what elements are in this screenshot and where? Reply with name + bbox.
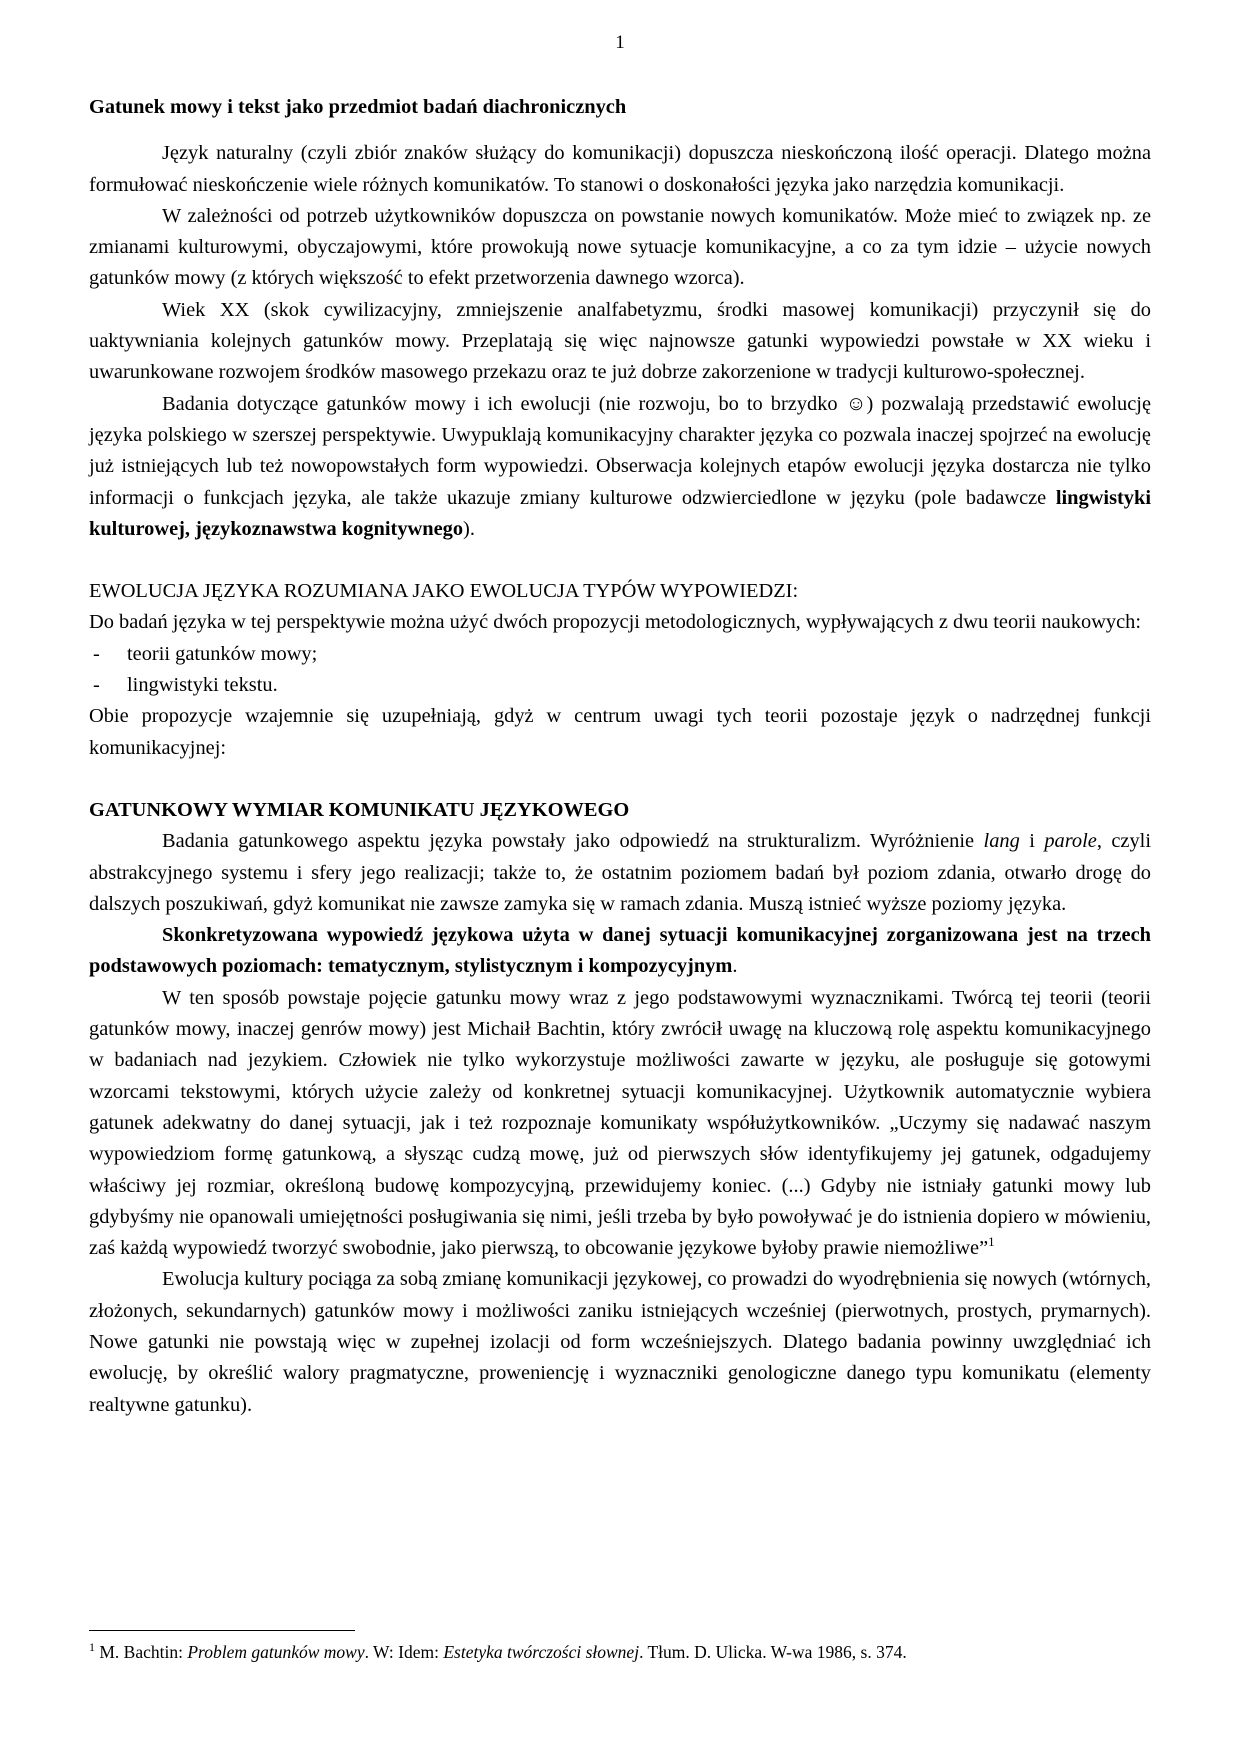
gatunkowy-p1-b: i [1019,830,1045,853]
list-item [89,639,1151,670]
footnote-divider [89,1630,355,1631]
footnote-text-b: . W: Idem: [364,1642,444,1662]
gatunkowy-p3-text: W ten sposób powstaje pojęcie gatunku mowy wraz z jego podstawowymi wyznacznikami. Twórcą tej teorii (teorii gatunków mowy, inaczej genrów mowy) jest Michaił Bachtin, który zwrócił uwagę na kluczową rolę aspektu komunikacyjnego w badaniach nad jezykiem. Człowiek nie tylko wykorzystuje możliwości zawarte w języku, ale posługuje się gotowymi wzorcami tekstowymi, których użycie zależy od konkretnej sytuacji komunikacyjnej. Użytkownik automatycznie wybiera gatunek adekwatny do danej sytuacji, jak i też rozpoznaje komunikaty współużytkowników. „Uczymy się nadawać naszym wypowiedziom formę gatunkową, a słysząc cudzą mowę, już od pierwszych słów identyfikujemy jej gatunek, odgadujemy właściwy jej rozmiar, określoną budowę kompozycyjną, przewidujemy koniec. (...) Gdyby nie istniały gatunki mowy lub gdybyśmy nie opanowali umiejętności posługiwania się nimi, jeśli trzeba by było powoływać je do istnienia dopiero w mówieniu, zaś każdą wypowiedź tworzyć swobodnie, jako pierwszą, to obcowanie językowe byłoby prawie niemożliwe” [89,986,1151,1260]
footnote-reference: 1 [988,1234,995,1250]
document-body [89,92,1151,1421]
document-title: Gatunek mowy i tekst jako przedmiot badań diachronicznych [89,96,627,118]
gatunkowy-p2-end: . [732,955,738,978]
list-item-text: lingwistyki tekstu. [127,674,278,697]
gatunkowy-paragraph-3 [89,983,1151,1265]
gatunkowy-heading: GATUNKOWY WYMIAR KOMUNIKATU JĘZYKOWEGO [89,798,630,821]
list-dash: - [93,642,100,665]
ewolucja-lead: Do badań języka w tej perspektywie można użyć dwóch propozycji metodologicznych, wypływających z dwu teorii naukowych: [89,611,1142,634]
term-parole: parole [1044,830,1097,853]
intro-paragraph-1: Język naturalny (czyli zbiór znaków służący do komunikacji) dopuszcza nieskończoną ilość operacji. Dlatego można formułować nieskończenie wiele różnych komunikatów. To stanowi o doskonałości języka jako narzędzia komunikacji. [89,142,1151,196]
gatunkowy-p1-c: , czyli abstrakcyjnego systemu i sfery jego realizacji; także to, że ostatnim poziomem badań był poziom zdania, otwarło drogę do dalszych poszukiwań, gdyż komunikat nie zawsze zamyka się w ramach zdania. Muszą istnieć wyższe poziomy języka. [89,830,1151,915]
footnote [89,1640,1151,1664]
gatunkowy-paragraph-2 [89,920,1151,983]
intro-p4-bold-terms: lingwistyki kulturowej, językoznawstwa kognitywnego [89,486,1151,540]
intro-p4-end: ). [463,517,475,540]
intro-paragraph-3: Wiek XX (skok cywilizacyjny, zmniejszenie analfabetyzmu, środki masowej komunikacji) przyczynił się do uaktywniania kolejnych gatunków mowy. Przeplatają się więc najnowsze gatunki wypowiedzi powstałe w XX wieku i uwarunkowane rozwojem środków masowego przekazu oraz te już dobrze zakorzenione w tradycji kulturowo-społecznej. [89,298,1151,384]
gatunkowy-paragraph-1 [89,826,1151,920]
footnote-mark: 1 [89,1640,95,1655]
ewolucja-after: Obie propozycje wzajemnie się uzupełniają, gdyż w centrum uwagi tych teorii pozostaje język o nadrzędnej funkcji komunikacyjnej: [89,705,1151,759]
intro-p4-mid: ) pozwalają przedstawić ewolucję języka polskiego w szerszej perspektywie. Uwypuklają komunikacyjny charakter języka co pozwala inaczej spojrzeć na ewolucję już istniejących lub też nowopowstałych form wypowiedzi. Obserwacja kolejnych etapów ewolucji języka dostarcza nie tylko informacji o funkcjach języka, ale także ukazuje zmiany kulturowe odzwierciedlone w języku (pole badawcze [89,392,1151,509]
page-number: 1 [615,32,625,53]
footnote-title-2: Estetyka twórczości słownej [443,1642,640,1662]
footnote-text-c: . Tłum. D. Ulicka. W-wa 1986, s. 374. [639,1642,907,1662]
gatunkowy-paragraph-4: Ewolucja kultury pociąga za sobą zmianę komunikacji językowej, co prowadzi do wyodrębnienia się nowych (wtórnych, złożonych, sekundarnych) gatunków mowy i możliwości zaniku istniejących wcześniej (pierwotnych, prostych, prymarnych). Nowe gatunki nie powstają więc w zupełnej izolacji od form wcześniejszych. Dlatego badania powinny uwzględniać ich ewolucję, by określić walory pragmatyczne, proweniencję i wyznaczniki genologiczne danego typu komunikatu (elementy realtywne gatunku). [89,1268,1151,1416]
list-item [89,670,1151,701]
intro-paragraph-2: W zależności od potrzeb użytkowników dopuszcza on powstanie nowych komunikatów. Może mieć to związek np. ze zmianami kulturowymi, obyczajowymi, które prowokują nowe sytuacje komunikacyjne, a co za tym idzie – użycie nowych gatunków mowy (z których większość to efekt przetworzenia dawnego wzorca). [89,204,1151,290]
term-lang: lang [983,830,1020,853]
list-dash: - [93,674,100,697]
ewolucja-heading: EWOLUCJA JĘZYKA ROZUMIANA JAKO EWOLUCJA TYPÓW WYPOWIEDZI: [89,580,799,603]
footnote-text-a: M. Bachtin: [95,1642,188,1662]
theories-list [89,639,1151,702]
gatunkowy-p1-a: Badania gatunkowego aspektu języka powstały jako odpowiedź na strukturalizm. Wyróżnienie [162,830,984,853]
gatunkowy-p2-bold: Skonkretyzowana wypowiedź językowa użyta w danej sytuacji komunikacyjnej zorganizowana jest na trzech podstawowych poziomach: tematycznym, stylistycznym i kompozycyjnym [89,924,1151,978]
smiley-icon: ☺ [845,392,867,415]
intro-p4-start: Badania dotyczące gatunków mowy i ich ewolucji (nie rozwoju, bo to brzydko [162,392,846,415]
list-item-text: teorii gatunków mowy; [127,642,318,665]
intro-paragraph-4 [89,389,1151,545]
footnote-title-1: Problem gatunków mowy [187,1642,365,1662]
